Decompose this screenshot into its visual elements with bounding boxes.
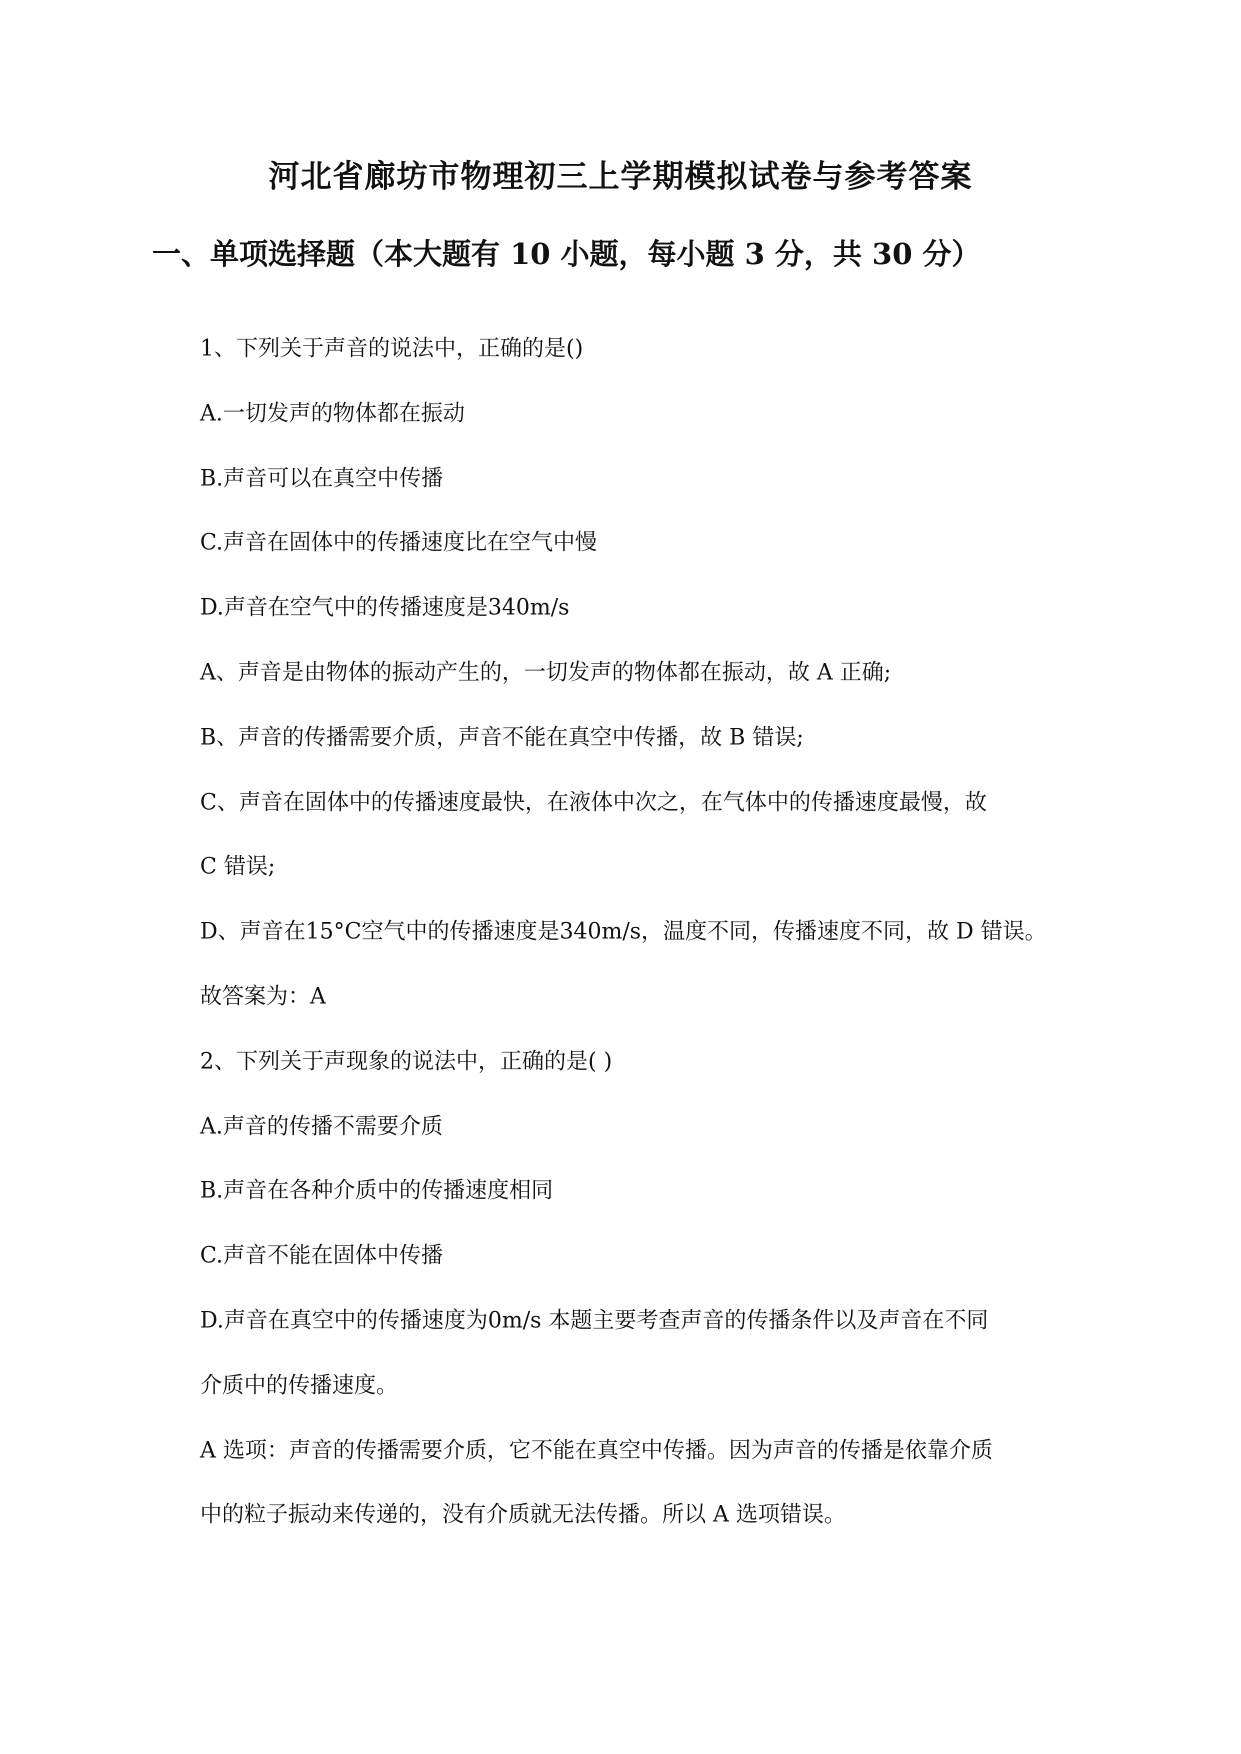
question-1-stem: 1、下列关于声音的说法中，正确的是()	[200, 336, 584, 362]
question-2-option-d: D.声音在真空中的传播速度为0m/s 本题主要考查声音的传播条件以及声音在不同	[200, 1308, 989, 1334]
question-2-explanation-a: A 选项：声音的传播需要介质，它不能在真空中传播。因为声音的传播是依靠介质	[200, 1438, 993, 1464]
document-body	[200, 336, 1100, 1581]
question-1-option-b: B.声音可以在真空中传播	[200, 466, 444, 492]
question-1-option-d: D.声音在空气中的传播速度是340m/s	[200, 595, 570, 621]
question-1-explanation-b: B、声音的传播需要介质，声音不能在真空中传播，故 B 错误;	[200, 725, 804, 751]
question-2-explanation-a-cont: 中的粒子振动来传递的，没有介质就无法传播。所以 A 选项错误。	[200, 1502, 846, 1528]
question-1-explanation-d: D、声音在15°C空气中的传播速度是340m/s，温度不同，传播速度不同，故 D 错误。	[200, 919, 1047, 945]
section-heading: 一、单项选择题（本大题有 10 小题，每小题 3 分，共 30 分）	[152, 237, 981, 271]
question-1-option-a: A.一切发声的物体都在振动	[200, 401, 465, 427]
question-1-answer: 故答案为：A	[200, 984, 326, 1010]
question-2-analysis-cont: 介质中的传播速度。	[200, 1373, 399, 1399]
question-2-option-a: A.声音的传播不需要介质	[200, 1114, 443, 1140]
question-2-stem: 2、下列关于声现象的说法中，正确的是( )	[200, 1049, 613, 1075]
document-title: 河北省廊坊市物理初三上学期模拟试卷与参考答案	[268, 159, 973, 195]
question-1-explanation-a: A、声音是由物体的振动产生的，一切发声的物体都在振动，故 A 正确;	[200, 660, 892, 686]
question-1-explanation-c: C、声音在固体中的传播速度最快，在液体中次之，在气体中的传播速度最慢，故	[200, 790, 987, 816]
question-2-option-c: C.声音不能在固体中传播	[200, 1243, 444, 1269]
question-2-option-b: B.声音在各种介质中的传播速度相同	[200, 1178, 554, 1204]
question-1-explanation-c-cont: C 错误;	[200, 854, 276, 880]
question-1-option-c: C.声音在固体中的传播速度比在空气中慢	[200, 530, 598, 556]
